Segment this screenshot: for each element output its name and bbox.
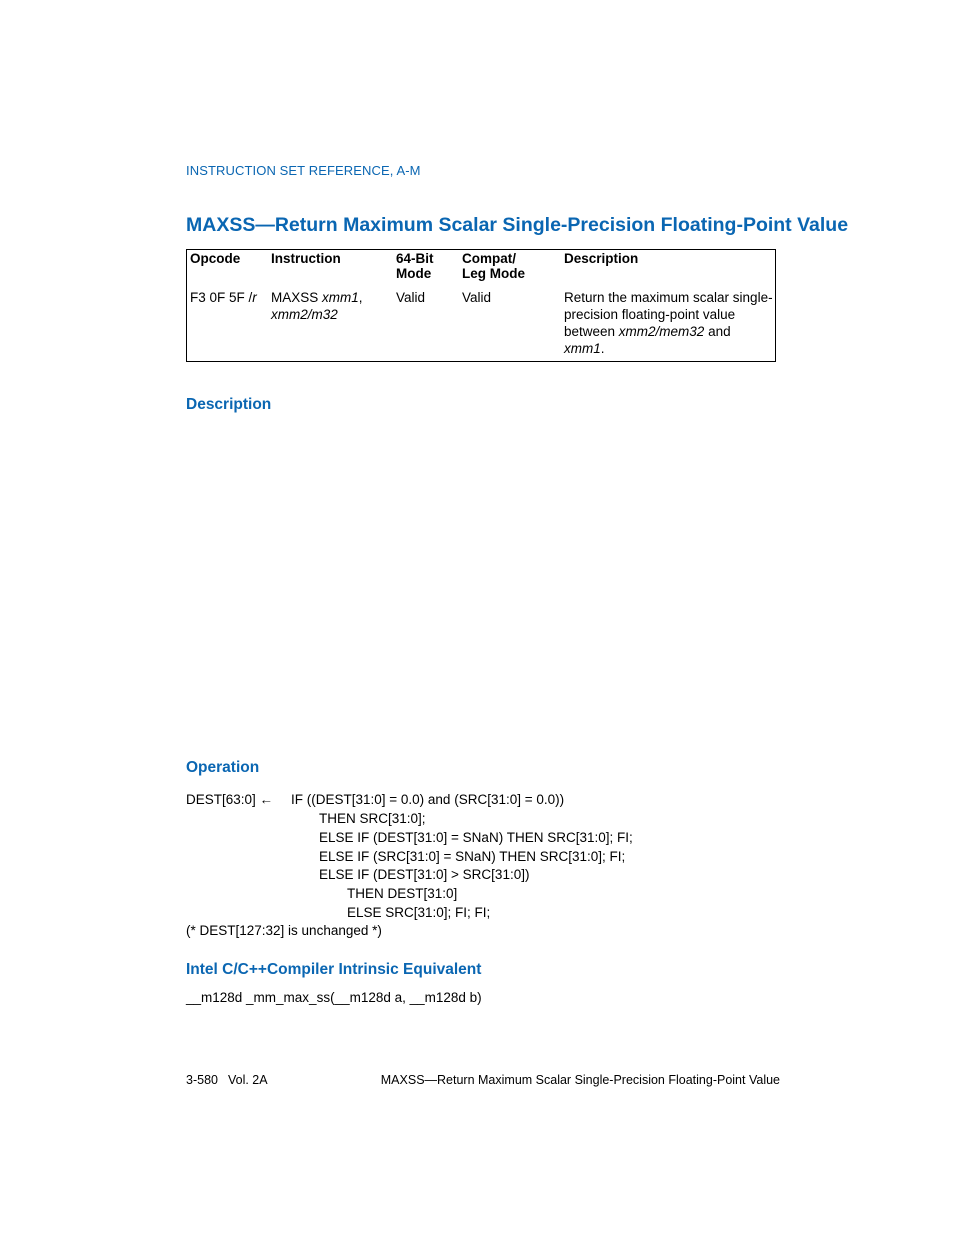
operation-line-7: (* DEST[127:32] is unchanged *) bbox=[186, 923, 382, 938]
operation-line-3: ELSE IF (SRC[31:0] = SNaN) THEN SRC[31:0]; FI; bbox=[319, 849, 626, 864]
instruction-mnemonic: MAXSS bbox=[271, 290, 323, 305]
operation-line-5: THEN DEST[31:0] bbox=[347, 886, 458, 901]
header-opcode: Opcode bbox=[190, 251, 241, 266]
description-line3 bbox=[564, 323, 776, 340]
running-header: INSTRUCTION SET REFERENCE, A-M bbox=[186, 163, 421, 178]
desc-between: between bbox=[564, 324, 619, 339]
cell-opcode bbox=[190, 289, 257, 306]
header-64bit-mode bbox=[396, 251, 434, 281]
intrinsic-signature: __m128d _mm_max_ss(__m128d a, __m128d b) bbox=[186, 990, 482, 1005]
footer-volume: Vol. 2A bbox=[227, 1073, 268, 1087]
footer-title: MAXSS—Return Maximum Scalar Single-Precision Floating-Point Value bbox=[380, 1073, 780, 1087]
opcode-table bbox=[186, 249, 776, 362]
operation-line-0b: IF ((DEST[31:0] = 0.0) and (SRC[31:0] = 0.0)) bbox=[291, 792, 565, 807]
cell-64bit-mode: Valid bbox=[396, 290, 426, 305]
opcode-text: F3 0F 5F / bbox=[190, 290, 253, 305]
description-line2: precision floating-point value bbox=[564, 307, 736, 322]
footer-left bbox=[186, 1073, 268, 1087]
header-64bit-mode-line2: Mode bbox=[396, 266, 432, 281]
instruction-line1 bbox=[271, 289, 363, 306]
intrinsic-heading: Intel C/C++Compiler Intrinsic Equivalent bbox=[186, 961, 482, 978]
page-title: MAXSS—Return Maximum Scalar Single-Precision Floating-Point Value bbox=[186, 214, 849, 236]
operation-line-2: ELSE IF (DEST[31:0] = SNaN) THEN SRC[31:0]; FI; bbox=[319, 830, 633, 845]
header-compat-line1: Compat/ bbox=[462, 251, 516, 266]
desc-and: and bbox=[704, 324, 731, 339]
header-description: Description bbox=[564, 251, 639, 266]
desc-dest: xmm1 bbox=[564, 341, 601, 356]
operation-line-6: ELSE SRC[31:0]; FI; FI; bbox=[347, 905, 491, 920]
cell-description bbox=[564, 289, 776, 357]
desc-period: . bbox=[600, 341, 605, 356]
description-line4 bbox=[564, 340, 776, 357]
header-compat-mode bbox=[462, 251, 525, 281]
operation-heading: Operation bbox=[186, 759, 260, 776]
cell-instruction bbox=[271, 289, 363, 323]
operation-line-1: THEN SRC[31:0]; bbox=[319, 811, 426, 826]
header-compat-line2: Leg Mode bbox=[462, 266, 525, 281]
instruction-line2 bbox=[271, 306, 363, 323]
cell-compat-mode: Valid bbox=[462, 290, 492, 305]
instruction-op1: xmm1 bbox=[322, 290, 359, 305]
opcode-reg: r bbox=[252, 290, 257, 305]
description-line1: Return the maximum scalar single- bbox=[564, 290, 773, 305]
operation-line-4: ELSE IF (DEST[31:0] > SRC[31:0]) bbox=[319, 867, 530, 882]
description-heading: Description bbox=[186, 396, 272, 413]
header-64bit-mode-line1: 64-Bit bbox=[396, 251, 434, 266]
header-instruction: Instruction bbox=[271, 251, 341, 266]
instruction-comma: , bbox=[358, 290, 363, 305]
footer-page-number: 3-580 bbox=[186, 1073, 218, 1087]
instruction-op2: xmm2/m32 bbox=[271, 307, 338, 322]
operation-line-0a: DEST[63:0] ← bbox=[186, 792, 274, 807]
desc-src: xmm2/mem32 bbox=[618, 324, 705, 339]
